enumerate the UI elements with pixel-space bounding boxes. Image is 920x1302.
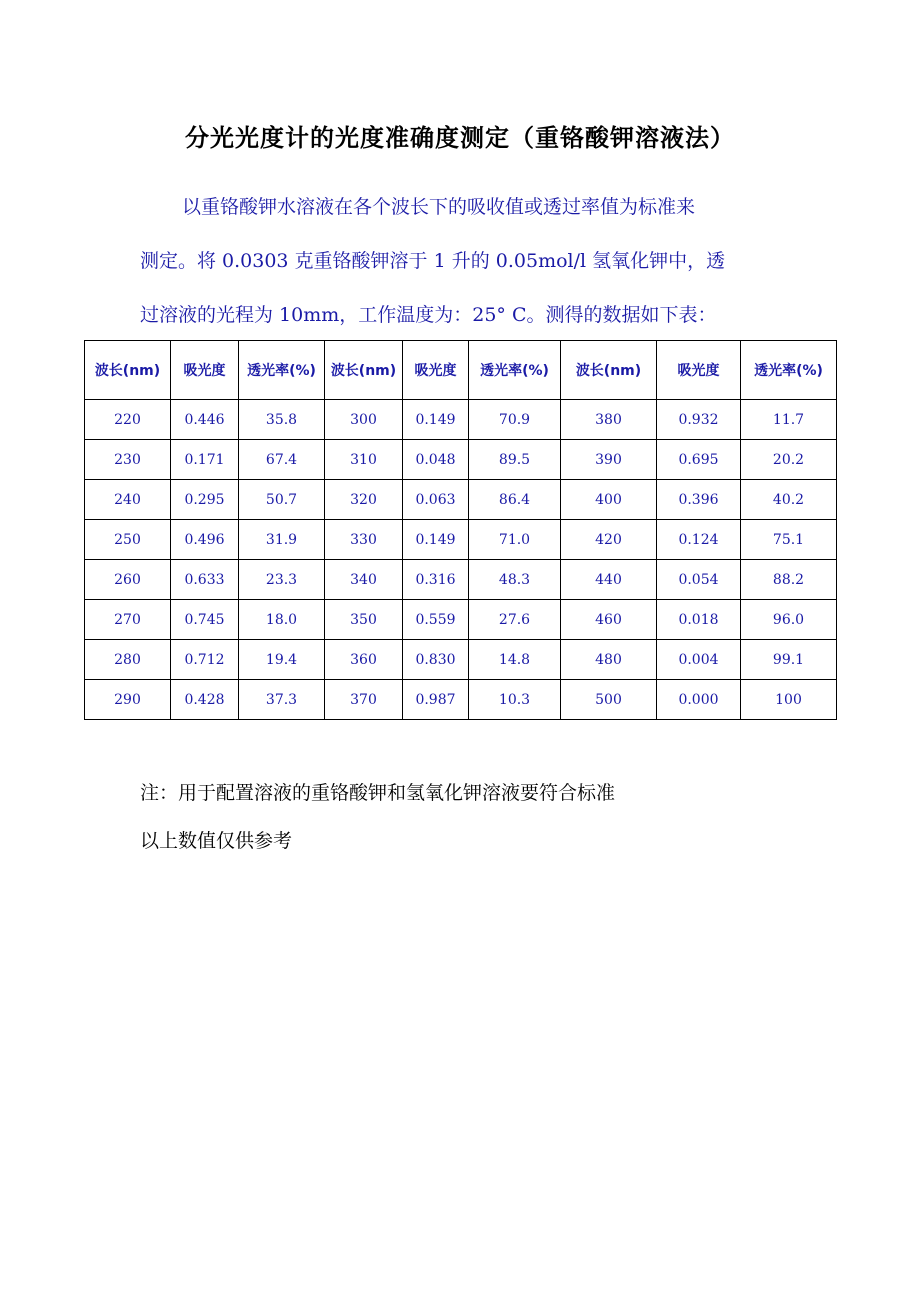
table-cell: 380 bbox=[561, 400, 657, 440]
table-cell: 280 bbox=[85, 640, 171, 680]
table-cell: 100 bbox=[741, 680, 837, 720]
table-cell: 99.1 bbox=[741, 640, 837, 680]
table-row bbox=[85, 600, 837, 640]
table-cell: 260 bbox=[85, 560, 171, 600]
table-cell: 500 bbox=[561, 680, 657, 720]
table-row bbox=[85, 640, 837, 680]
intro-line-1: 以重铬酸钾水溶液在各个波长下的吸收值或透过率值为标准来 bbox=[182, 196, 696, 218]
table-cell: 0.745 bbox=[171, 600, 239, 640]
table-cell: 480 bbox=[561, 640, 657, 680]
table-cell: 350 bbox=[325, 600, 403, 640]
table-cell: 220 bbox=[85, 400, 171, 440]
intro-line-3: 过溶液的光程为 10mm，工作温度为：25° C。测得的数据如下表： bbox=[140, 304, 717, 326]
table-row bbox=[85, 520, 837, 560]
table-cell: 27.6 bbox=[469, 600, 561, 640]
table-cell: 0.171 bbox=[171, 440, 239, 480]
table-cell: 0.004 bbox=[657, 640, 741, 680]
table-cell: 88.2 bbox=[741, 560, 837, 600]
table-cell: 0.446 bbox=[171, 400, 239, 440]
table-cell: 420 bbox=[561, 520, 657, 560]
table-cell: 0.695 bbox=[657, 440, 741, 480]
table-cell: 270 bbox=[85, 600, 171, 640]
table-cell: 340 bbox=[325, 560, 403, 600]
table-body bbox=[85, 400, 837, 720]
table-cell: 86.4 bbox=[469, 480, 561, 520]
table-row bbox=[85, 480, 837, 520]
table-cell: 0.559 bbox=[403, 600, 469, 640]
table-cell: 35.8 bbox=[239, 400, 325, 440]
table-row bbox=[85, 560, 837, 600]
table-cell: 0.018 bbox=[657, 600, 741, 640]
table-cell: 310 bbox=[325, 440, 403, 480]
header-cell: 吸光度 bbox=[171, 341, 239, 400]
table-row bbox=[85, 440, 837, 480]
note-line-2: 以上数值仅供参考 bbox=[140, 830, 293, 852]
table-cell: 0.712 bbox=[171, 640, 239, 680]
note-line-1: 注：用于配置溶液的重铬酸钾和氢氧化钾溶液要符合标准 bbox=[140, 782, 616, 804]
table-cell: 20.2 bbox=[741, 440, 837, 480]
table-cell: 67.4 bbox=[239, 440, 325, 480]
table-cell: 0.054 bbox=[657, 560, 741, 600]
table-cell: 0.987 bbox=[403, 680, 469, 720]
table-cell: 75.1 bbox=[741, 520, 837, 560]
header-cell: 透光率(%) bbox=[239, 341, 325, 400]
table-cell: 0.496 bbox=[171, 520, 239, 560]
measurement-table bbox=[84, 340, 837, 720]
table-cell: 50.7 bbox=[239, 480, 325, 520]
table-cell: 96.0 bbox=[741, 600, 837, 640]
table-cell: 390 bbox=[561, 440, 657, 480]
table-cell: 10.3 bbox=[469, 680, 561, 720]
table-cell: 89.5 bbox=[469, 440, 561, 480]
table-cell: 40.2 bbox=[741, 480, 837, 520]
table-cell: 0.316 bbox=[403, 560, 469, 600]
table-cell: 460 bbox=[561, 600, 657, 640]
table-cell: 330 bbox=[325, 520, 403, 560]
table-cell: 37.3 bbox=[239, 680, 325, 720]
table-cell: 31.9 bbox=[239, 520, 325, 560]
table-cell: 320 bbox=[325, 480, 403, 520]
table-cell: 48.3 bbox=[469, 560, 561, 600]
document-title: 分光光度计的光度准确度测定（重铬酸钾溶液法） bbox=[185, 124, 735, 152]
header-cell: 波长(nm) bbox=[85, 341, 171, 400]
table-cell: 0.932 bbox=[657, 400, 741, 440]
table-cell: 290 bbox=[85, 680, 171, 720]
table-cell: 0.830 bbox=[403, 640, 469, 680]
intro-line-2: 测定。将 0.0303 克重铬酸钾溶于 1 升的 0.05mol/l 氢氧化钾中，透 bbox=[140, 250, 726, 272]
header-cell: 透光率(%) bbox=[469, 341, 561, 400]
table-cell: 71.0 bbox=[469, 520, 561, 560]
table-cell: 250 bbox=[85, 520, 171, 560]
table-header-row bbox=[85, 341, 837, 400]
table-cell: 0.063 bbox=[403, 480, 469, 520]
table-cell: 70.9 bbox=[469, 400, 561, 440]
header-cell: 波长(nm) bbox=[325, 341, 403, 400]
header-cell: 波长(nm) bbox=[561, 341, 657, 400]
table-cell: 0.295 bbox=[171, 480, 239, 520]
table-cell: 0.124 bbox=[657, 520, 741, 560]
table-cell: 440 bbox=[561, 560, 657, 600]
table-cell: 230 bbox=[85, 440, 171, 480]
table-cell: 0.149 bbox=[403, 520, 469, 560]
table-cell: 400 bbox=[561, 480, 657, 520]
intro-paragraph bbox=[140, 180, 800, 342]
header-cell: 吸光度 bbox=[403, 341, 469, 400]
table-cell: 11.7 bbox=[741, 400, 837, 440]
table-cell: 0.396 bbox=[657, 480, 741, 520]
table-row bbox=[85, 400, 837, 440]
table-cell: 0.428 bbox=[171, 680, 239, 720]
table-cell: 0.633 bbox=[171, 560, 239, 600]
table-cell: 23.3 bbox=[239, 560, 325, 600]
table-cell: 0.048 bbox=[403, 440, 469, 480]
table-cell: 0.000 bbox=[657, 680, 741, 720]
table-row bbox=[85, 680, 837, 720]
table-cell: 240 bbox=[85, 480, 171, 520]
table-cell: 0.149 bbox=[403, 400, 469, 440]
header-cell: 透光率(%) bbox=[741, 341, 837, 400]
table-cell: 370 bbox=[325, 680, 403, 720]
table-cell: 14.8 bbox=[469, 640, 561, 680]
header-cell: 吸光度 bbox=[657, 341, 741, 400]
table-cell: 18.0 bbox=[239, 600, 325, 640]
table-cell: 360 bbox=[325, 640, 403, 680]
table-cell: 300 bbox=[325, 400, 403, 440]
table-cell: 19.4 bbox=[239, 640, 325, 680]
